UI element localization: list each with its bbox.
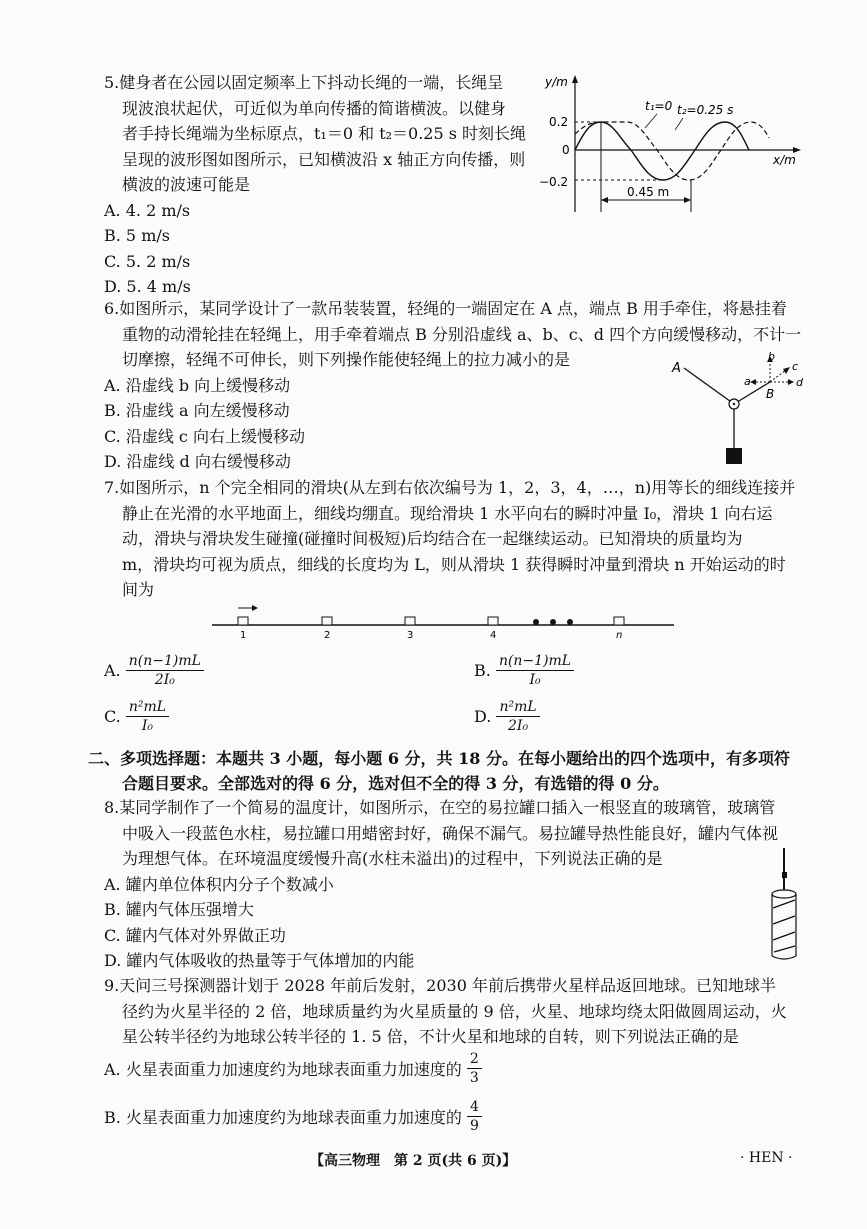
section-line: 二、多项选择题：本题共 3 小题，每小题 6 分，共 18 分。在每小题给出的四个选项中，有多项符 [88, 749, 790, 768]
slider-4-label: 4 [490, 630, 497, 641]
q7-option-d[interactable]: D. $\frac{\text{n²mL}}{\text{2I₀}}$ [474, 698, 540, 735]
q6-line: 6.如图所示，某同学设计了一款吊装装置，轻绳的一端固定在 A 点，端点 B 用手牵住，将悬挂着 [104, 299, 787, 318]
q7-option-c[interactable]: C. $\frac{\text{n²mL}}{\text{I₀}}$ [104, 698, 169, 735]
dir-a-label: a [744, 375, 751, 388]
q8-option-c[interactable]: C. 罐内气体对外界做正功 [104, 925, 286, 945]
q9-line: 径约为火星半径的 2 倍，地球质量约为火星质量的 9 倍，火星、地球均绕太阳做圆周运动，火 [122, 1001, 787, 1021]
q6-option-d[interactable]: D. 沿虚线 d 向右缓慢移动 [104, 452, 291, 471]
q7-line: 动，滑块与滑块发生碰撞(碰撞时间极短)后均结合在一起继续运动。已知滑块的质量均为 [122, 529, 743, 548]
q8-option-b[interactable]: B. 罐内气体压强增大 [104, 900, 254, 919]
q5-line: 现波浪状起伏，可近似为单向传播的简谐横波。以健身 [122, 98, 507, 118]
fraction: $\frac{n(n-1)mL}{\text{I₀}}$ [496, 652, 574, 689]
fraction: $\frac{4}{9}$ [467, 1098, 482, 1135]
q6-line: 重物的动滑轮挂在轻绳上，用手牵着端点 B 分别沿虚线 a、b、c、d 四个方向缓慢移动，不计一 [122, 324, 802, 344]
q9-option-b[interactable]: B. 火星表面重力加速度约为地球表面重力加速度的 $\frac{4}{9}$ [104, 1098, 482, 1135]
q8-line: 8.某同学制作了一个简易的温度计，如图所示，在空的易拉罐口插入一根竖直的玻璃管，玻璃管 [104, 798, 776, 817]
q9-line: 星公转半径约为地球公转半径的 1. 5 倍，不计火星和地球的自转，则下列说法正确的是 [122, 1027, 739, 1046]
question-5 [104, 70, 526, 300]
dir-d-label: d [796, 376, 803, 389]
q8-line: 中吸入一段蓝色水柱，易拉罐口用蜡密封好，确保不漏气。易拉罐导热性能良好，罐内气体视 [122, 823, 779, 843]
q5-line: 5.健身者在公园以固定频率上下抖动长绳的一端，长绳呈 [104, 73, 504, 92]
wave-t2-curve [575, 122, 769, 180]
point-b-label: B [766, 387, 775, 401]
q5-line: 横波的波速可能是 [122, 175, 251, 194]
y-tick-bottom: −0.2 [539, 175, 569, 189]
t2-label: t₂=0.25 s [677, 103, 734, 117]
section-heading [88, 746, 790, 796]
dir-b-label: b [768, 350, 775, 363]
y-tick-top: 0.2 [549, 115, 569, 129]
slider-n-label: n [616, 630, 623, 641]
x-axis-label: x/m [773, 153, 796, 167]
q7-line: 7.如图所示，n 个完全相同的滑块(从左到右依次编号为 1，2，3，4，…，n)用等长的细线连接并 [104, 478, 796, 497]
y-axis-label: y/m [545, 75, 568, 89]
question-7 [104, 475, 795, 603]
q5-line: 者手持长绳端为坐标原点，t₁＝0 和 t₂＝0.25 s 时刻长绳 [122, 124, 527, 143]
q8-line: 为理想气体。在环境温度缓慢升高(水柱未溢出)的过程中，下列说法正确的是 [122, 849, 663, 868]
slider-2-label: 2 [324, 630, 331, 641]
q7-line: m，滑块均可视为质点，细线的长度均为 L，则从滑块 1 获得瞬时冲量到滑块 n 开始运动的时 [122, 554, 786, 574]
fraction: $\frac{\text{n²mL}}{\text{I₀}}$ [126, 698, 169, 735]
slider-1-label: 1 [240, 630, 247, 641]
q7-option-a[interactable]: A. $\frac{n(n-1)mL}{\text{2I₀}}$ [104, 652, 204, 689]
y-tick-zero: 0 [562, 143, 570, 157]
q5-option-d[interactable]: D. 5. 4 m/s [104, 277, 191, 296]
q7-option-b[interactable]: B. $\frac{n(n-1)mL}{\text{I₀}}$ [474, 652, 574, 689]
q5-line: 呈现的波形图如图所示，已知横波沿 x 轴正方向传播，则 [122, 149, 526, 169]
q5-option-b[interactable]: B. 5 m/s [104, 226, 170, 245]
q5-option-c[interactable]: C. 5. 2 m/s [104, 251, 191, 271]
water-column [782, 872, 787, 878]
q9-option-a[interactable]: A. 火星表面重力加速度约为地球表面重力加速度的 $\frac{2}{3}$ [104, 1050, 482, 1087]
t1-label: t₁=0 [645, 99, 673, 113]
slider-3-label: 3 [407, 630, 414, 641]
q6-option-b[interactable]: B. 沿虚线 a 向左缓慢移动 [104, 401, 290, 420]
q8-option-d[interactable]: D. 罐内气体吸收的热量等于气体增加的内能 [104, 951, 415, 970]
fraction: $\frac{2}{3}$ [467, 1050, 482, 1087]
question-9 [104, 973, 787, 1050]
q6-option-c[interactable]: C. 沿虚线 c 向右上缓慢移动 [104, 426, 305, 446]
point-a-label: A [672, 361, 681, 376]
q9-line: 9.天问三号探测器计划于 2028 年前后发射，2030 年前后携带火星样品返回地球。已知地球半 [104, 976, 776, 995]
footer-page-info: 【高三物理 第 2 页(共 6 页)】 [310, 1153, 517, 1169]
dir-c-label: c [792, 360, 799, 373]
question-8 [104, 795, 778, 974]
q6-line: 切摩擦，轻绳不可伸长，则下列操作能使轻绳上的拉力减小的是 [122, 350, 571, 369]
can-thermometer-figure [760, 846, 810, 966]
hanging-weight [726, 448, 742, 464]
sliders-figure [210, 600, 680, 642]
q6-option-a[interactable]: A. 沿虚线 b 向上缓慢移动 [104, 375, 291, 395]
footer-code: · HEN · [740, 1150, 793, 1166]
section-line: 合题目要求。全部选对的得 6 分，选对但不全的得 3 分，有选错的得 0 分。 [122, 774, 669, 793]
fraction: $\frac{n(n-1)mL}{\text{2I₀}}$ [126, 652, 204, 689]
fraction: $\frac{\text{n²mL}}{\text{2I₀}}$ [496, 698, 539, 735]
dimension-label: 0.45 m [627, 185, 670, 199]
q7-line: 静止在光滑的水平地面上，细线均绷直。现给滑块 1 水平向右的瞬时冲量 I₀，滑块 1 向右运 [122, 503, 773, 523]
q8-option-a[interactable]: A. 罐内单位体积内分子个数减小 [104, 874, 334, 894]
q7-line: 间为 [122, 580, 155, 599]
pulley-figure [668, 348, 808, 473]
wave-figure [535, 72, 805, 222]
q5-option-a[interactable]: A. 4. 2 m/s [104, 200, 191, 220]
